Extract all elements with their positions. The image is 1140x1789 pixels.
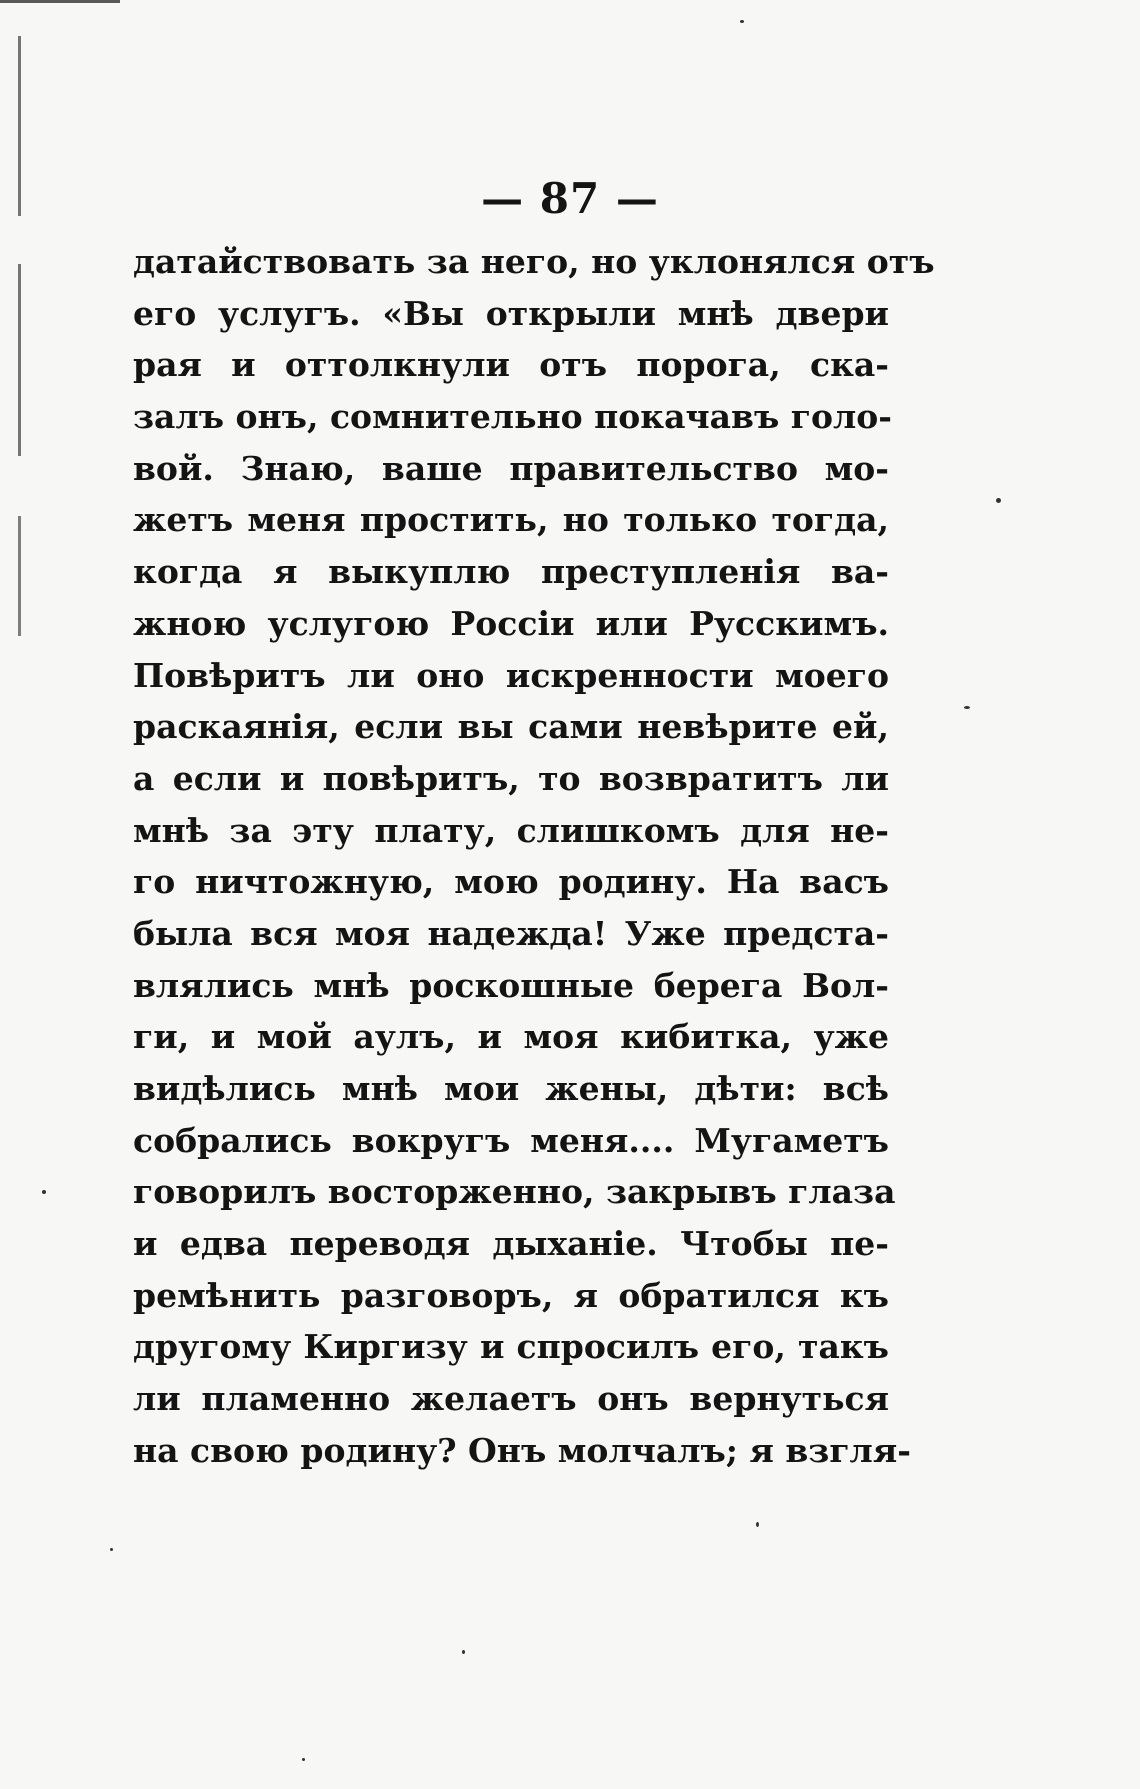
body-text bbox=[133, 236, 935, 1477]
speck bbox=[462, 1650, 465, 1654]
speck bbox=[42, 1190, 46, 1194]
text-line: мнѣ за эту плату, слишкомъ для не- bbox=[133, 810, 889, 850]
speck bbox=[110, 1548, 113, 1551]
text-line: собрались вокругъ меня.... Мугаметъ bbox=[133, 1120, 889, 1160]
text-line: была вся моя надежда! Уже предста- bbox=[133, 913, 889, 953]
text-line: его услугъ. «Вы открыли мнѣ двери bbox=[133, 293, 889, 333]
text-line: другому Киргизу и спросилъ его, такъ bbox=[133, 1327, 889, 1367]
text-line: залъ онъ, сомнительно покачавъ голо- bbox=[133, 397, 892, 437]
text-line: раскаянія, если вы сами невѣрите ей, bbox=[133, 707, 889, 747]
page-number: — 87 — bbox=[481, 174, 659, 223]
text-line: когда я выкуплю преступленія ва- bbox=[133, 552, 889, 592]
speck bbox=[996, 498, 1001, 503]
text-line: ремѣнить разговоръ, я обратился къ bbox=[133, 1275, 889, 1315]
text-line: ли пламенно желаетъ онъ вернуться bbox=[133, 1379, 889, 1419]
text-line: рая и оттолкнули отъ порога, ска- bbox=[133, 345, 889, 385]
text-line: и едва переводя дыханіе. Чтобы пе- bbox=[133, 1224, 889, 1264]
text-line: на свою родину? Онъ молчалъ; я взгля- bbox=[133, 1430, 911, 1470]
text-line: жетъ меня простить, но только тогда, bbox=[133, 500, 889, 540]
speck bbox=[756, 1522, 759, 1527]
text-line: влялись мнѣ роскошные берега Вол- bbox=[133, 965, 889, 1005]
scan-edge-line bbox=[18, 36, 21, 636]
text-line: Повѣритъ ли оно искренности моего bbox=[133, 655, 889, 695]
speck bbox=[740, 20, 744, 23]
text-line: жною услугою Россіи или Русскимъ. bbox=[133, 603, 889, 643]
scan-edge-rule bbox=[0, 0, 120, 3]
text-line: а если и повѣритъ, то возвратитъ ли bbox=[133, 758, 889, 798]
speck bbox=[302, 1758, 305, 1761]
text-line: видѣлись мнѣ мои жены, дѣти: всѣ bbox=[133, 1069, 889, 1108]
text-line: го ничтожную, мою родину. На васъ bbox=[133, 862, 889, 902]
text-line: ги, и мой аулъ, и моя кибитка, уже bbox=[133, 1017, 889, 1057]
text-line: вой. Знаю, ваше правительство мо- bbox=[133, 448, 889, 488]
text-line: говорилъ восторженно, закрывъ глаза bbox=[133, 1172, 896, 1212]
speck bbox=[964, 706, 970, 709]
text-line: датайствовать за него, но уклонялся отъ bbox=[133, 242, 935, 281]
